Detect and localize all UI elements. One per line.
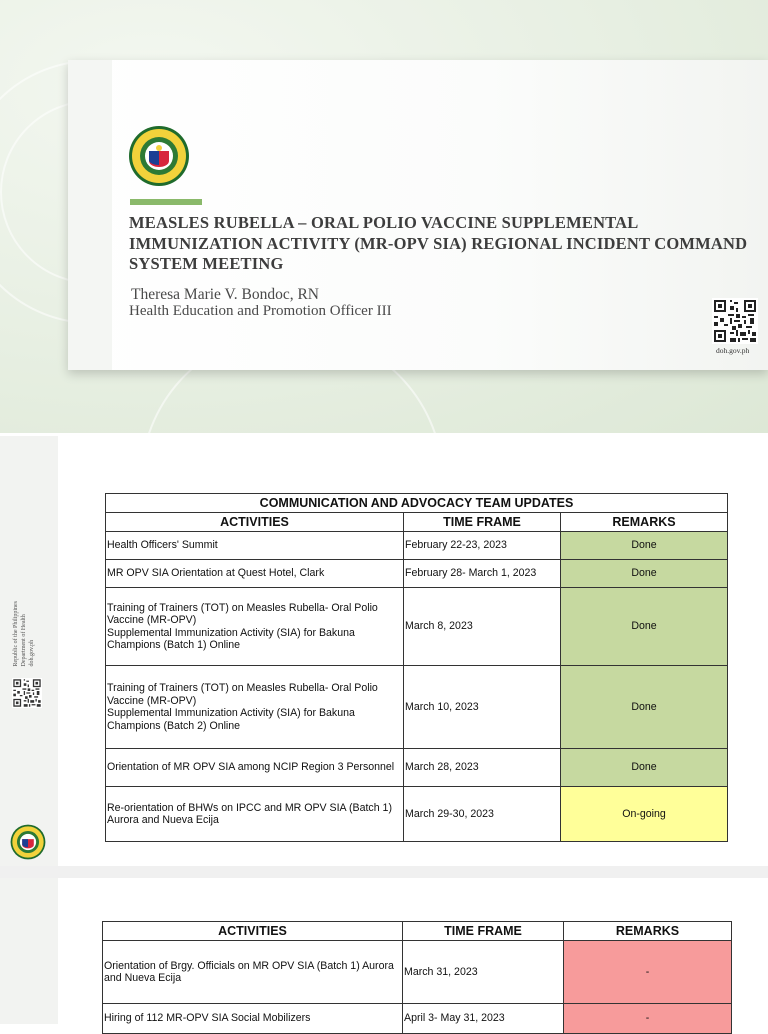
slide-gap bbox=[0, 866, 768, 878]
time-frame-cell: March 31, 2023 bbox=[403, 941, 564, 1004]
header-remarks: REMARKS bbox=[561, 513, 728, 532]
updates-table-continued bbox=[102, 921, 732, 1034]
table-row bbox=[106, 666, 728, 749]
header-activities: ACTIVITIES bbox=[106, 513, 404, 532]
time-frame-cell: April 3- May 31, 2023 bbox=[403, 1004, 564, 1034]
activity-cell: Training of Trainers (TOT) on Measles Rubella- Oral Polio Vaccine (MR-OPV) Supplemental Immunization Activity (SIA) for Bakuna Champions (Batch 1) Online bbox=[106, 588, 404, 666]
table-row bbox=[106, 532, 728, 560]
doh-seal-icon bbox=[128, 125, 190, 187]
activity-cell: Training of Trainers (TOT) on Measles Rubella- Oral Polio Vaccine (MR-OPV) Supplemental Immunization Activity (SIA) for Bakuna Champions (Batch 2) Online bbox=[106, 666, 404, 749]
activity-cell: Orientation of Brgy. Officials on MR OPV SIA (Batch 1) Aurora and Nueva Ecija bbox=[103, 941, 403, 1004]
sidebar-republic: Republic of the Philippines bbox=[13, 601, 19, 667]
remarks-cell: Done bbox=[561, 532, 728, 560]
table-row bbox=[103, 941, 732, 1004]
updates-slide bbox=[0, 436, 768, 866]
table-row bbox=[106, 749, 728, 787]
time-frame-cell: March 28, 2023 bbox=[404, 749, 561, 787]
header-time-frame: TIME FRAME bbox=[403, 922, 564, 941]
activity-cell: MR OPV SIA Orientation at Quest Hotel, Clark bbox=[106, 560, 404, 588]
updates-table bbox=[105, 493, 728, 842]
card-left-strip bbox=[68, 60, 112, 370]
time-frame-cell: March 8, 2023 bbox=[404, 588, 561, 666]
activity-cell: Orientation of MR OPV SIA among NCIP Region 3 Personnel bbox=[106, 749, 404, 787]
remarks-cell: Done bbox=[561, 588, 728, 666]
header-time-frame: TIME FRAME bbox=[404, 513, 561, 532]
presenter-position: Health Education and Promotion Officer III bbox=[129, 303, 392, 319]
table-row bbox=[106, 560, 728, 588]
time-frame-cell: February 28- March 1, 2023 bbox=[404, 560, 561, 588]
remarks-cell: - bbox=[564, 941, 732, 1004]
table-row bbox=[106, 588, 728, 666]
accent-bar bbox=[130, 199, 202, 205]
header-remarks: REMARKS bbox=[564, 922, 732, 941]
time-frame-cell: February 22-23, 2023 bbox=[404, 532, 561, 560]
remarks-cell: Done bbox=[561, 560, 728, 588]
website-label: doh.gov.ph bbox=[716, 346, 750, 355]
slide-sidebar bbox=[0, 878, 58, 1024]
sidebar-department: Department of Health bbox=[21, 614, 27, 667]
time-frame-cell: March 29-30, 2023 bbox=[404, 787, 561, 842]
presentation-title: MEASLES RUBELLA – ORAL POLIO VACCINE SUPPLEMENTAL IMMUNIZATION ACTIVITY (MR-OPV SIA) REGIONAL INCIDENT COMMAND SYSTEM MEETING bbox=[129, 213, 748, 273]
table-row bbox=[106, 787, 728, 842]
remarks-cell: On-going bbox=[561, 787, 728, 842]
activity-cell: Hiring of 112 MR-OPV SIA Social Mobilizers bbox=[103, 1004, 403, 1034]
qr-code-icon bbox=[712, 298, 758, 344]
activity-cell: Re-orientation of BHWs on IPCC and MR OPV SIA (Batch 1) Aurora and Nueva Ecija bbox=[106, 787, 404, 842]
time-frame-cell: March 10, 2023 bbox=[404, 666, 561, 749]
updates-slide-continued bbox=[0, 878, 768, 1024]
slide-sidebar bbox=[0, 436, 58, 866]
remarks-cell: Done bbox=[561, 666, 728, 749]
activity-cell: Health Officers' Summit bbox=[106, 532, 404, 560]
table-title: COMMUNICATION AND ADVOCACY TEAM UPDATES bbox=[106, 494, 728, 513]
sidebar-qr-code-icon bbox=[12, 678, 42, 708]
sidebar-doh-seal-icon bbox=[10, 824, 46, 860]
sidebar-website: doh.gov.ph bbox=[29, 639, 35, 667]
sidebar-agency-text bbox=[12, 601, 35, 667]
remarks-cell: Done bbox=[561, 749, 728, 787]
presenter-name: Theresa Marie V. Bondoc, RN bbox=[131, 286, 319, 303]
header-activities: ACTIVITIES bbox=[103, 922, 403, 941]
table-row bbox=[103, 1004, 732, 1034]
remarks-cell: - bbox=[564, 1004, 732, 1034]
